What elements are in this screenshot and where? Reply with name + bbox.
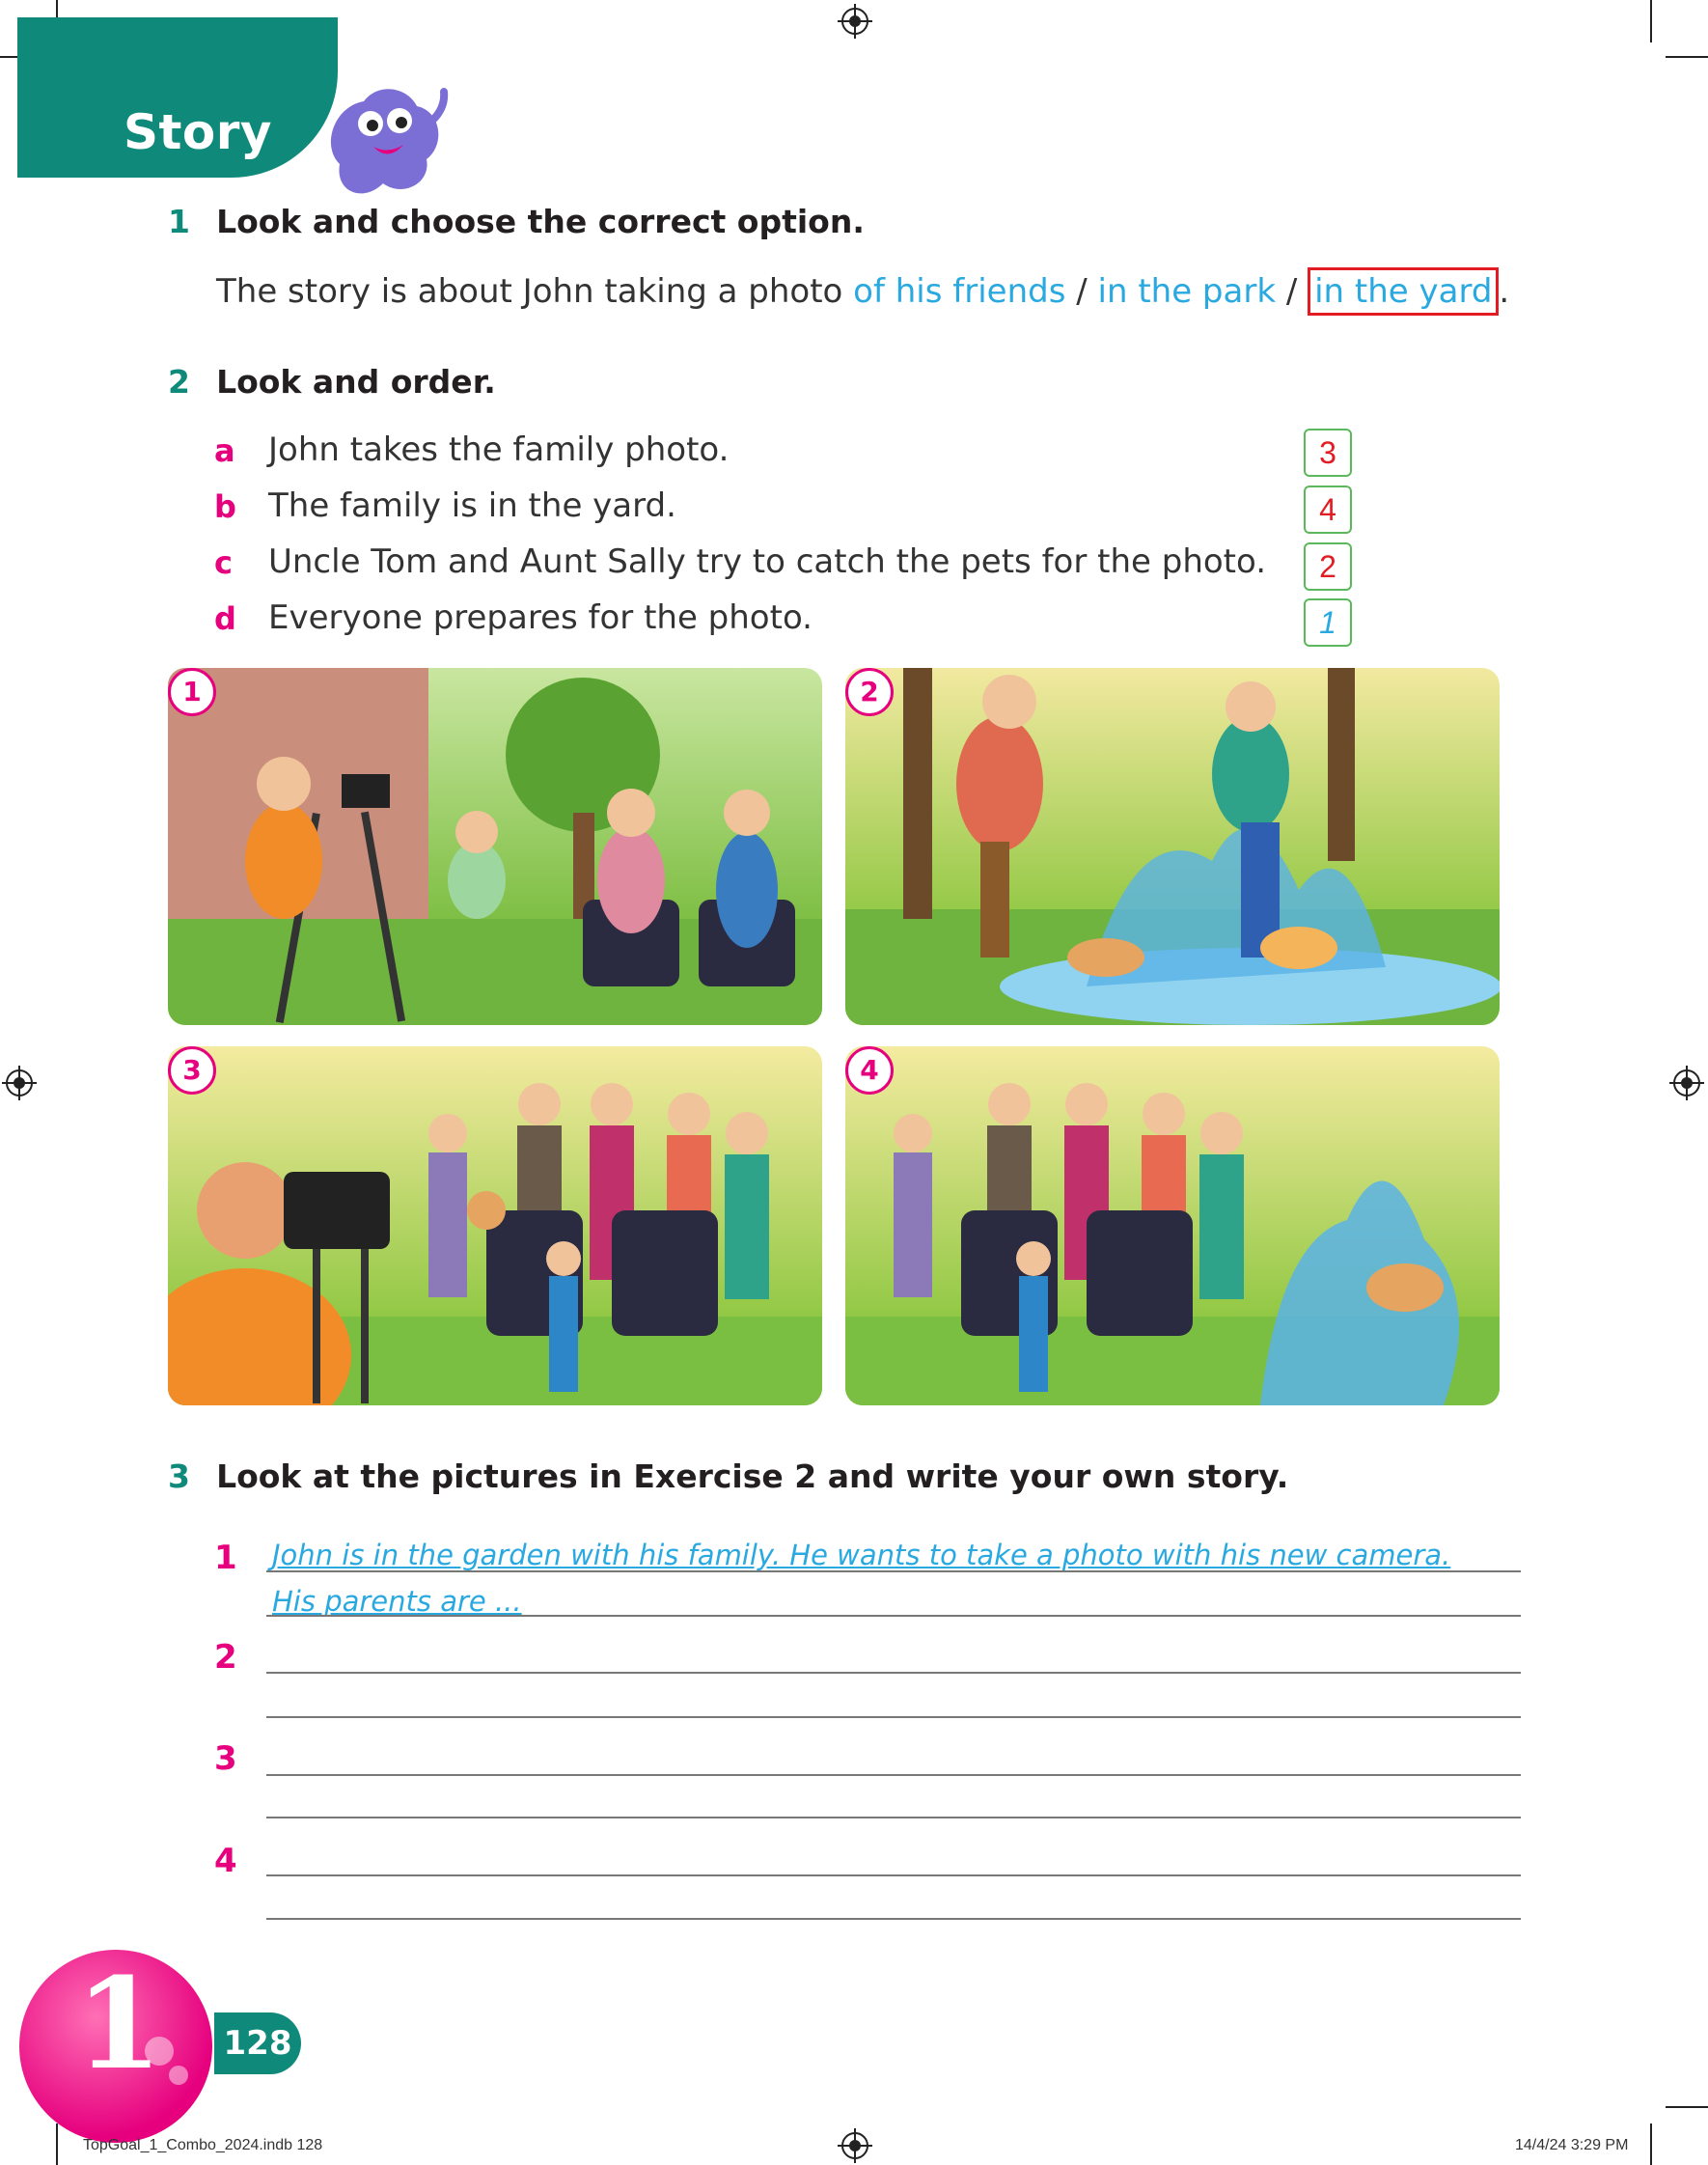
crop-mark	[1666, 56, 1708, 58]
answer-box[interactable]: 3	[1304, 429, 1352, 477]
writing-line[interactable]	[266, 1672, 1521, 1674]
registration-mark-icon	[838, 2128, 872, 2163]
pets-splash-illustration-icon	[845, 668, 1500, 1025]
crop-mark	[56, 2123, 58, 2165]
story-picture-1	[168, 668, 822, 1025]
story-line-number: 3	[214, 1739, 237, 1778]
writing-line[interactable]	[266, 1774, 1521, 1776]
story-line-number: 2	[214, 1638, 237, 1677]
option-of-his-friends[interactable]: of his friends	[853, 272, 1066, 311]
exercise-2-heading	[168, 363, 496, 401]
section-title: Story	[124, 104, 273, 160]
story-picture-2	[845, 668, 1500, 1025]
page-number: 128	[214, 2012, 301, 2074]
separator: /	[1065, 272, 1098, 311]
order-item	[214, 486, 676, 525]
item-text: The family is in the yard.	[268, 486, 676, 525]
writing-line[interactable]	[266, 1874, 1521, 1876]
answer-box[interactable]: 1	[1304, 598, 1352, 647]
print-date: 14/4/24 3:29 PM	[1515, 2137, 1629, 2153]
picture-number-badge: 2	[845, 668, 894, 716]
item-letter: b	[214, 488, 236, 525]
exercise-number: 2	[168, 363, 190, 401]
item-text: John takes the family photo.	[268, 430, 730, 469]
story-picture-3	[168, 1046, 822, 1405]
exercise-1-heading	[168, 203, 865, 240]
unit-number: 1	[75, 1950, 163, 2097]
story-picture-4	[845, 1046, 1500, 1405]
exercise-3-heading	[168, 1457, 1288, 1495]
exercise-number: 3	[168, 1457, 190, 1495]
order-item	[214, 542, 1267, 581]
sentence-text: The story is about John taking a photo	[216, 272, 854, 311]
picture-number-badge: 4	[845, 1046, 894, 1095]
crop-mark	[1650, 0, 1652, 42]
mascot-blob-icon	[311, 68, 455, 212]
picture-number-badge: 3	[168, 1046, 216, 1095]
item-letter: a	[214, 432, 235, 469]
answer-box[interactable]: 4	[1304, 486, 1352, 534]
bubble-decoration	[169, 2066, 188, 2085]
option-in-the-park[interactable]: in the park	[1097, 272, 1277, 311]
registration-mark-icon	[838, 4, 872, 39]
picture-number-badge: 1	[168, 668, 216, 716]
family-photo-illustration-icon	[168, 1046, 822, 1405]
story-line-number: 4	[214, 1842, 237, 1880]
story-line-number: 1	[214, 1539, 237, 1577]
item-text: Uncle Tom and Aunt Sally try to catch the pets for the photo.	[268, 542, 1267, 581]
registration-mark-icon	[1669, 1066, 1704, 1100]
family-splashed-illustration-icon	[845, 1046, 1500, 1405]
sentence-end: .	[1499, 272, 1510, 311]
option-in-the-yard-selected[interactable]: in the yard	[1308, 267, 1499, 316]
writing-line[interactable]	[266, 1615, 1521, 1617]
item-text: Everyone prepares for the photo.	[268, 598, 813, 637]
writing-line[interactable]	[266, 1570, 1521, 1572]
story-answer-text[interactable]: His parents are ...	[272, 1585, 522, 1618]
crop-mark	[1666, 2106, 1708, 2108]
order-item	[214, 598, 813, 637]
item-letter: d	[214, 600, 236, 637]
exercise-1-sentence	[216, 272, 1509, 311]
separator: /	[1276, 272, 1309, 311]
item-letter: c	[214, 544, 233, 581]
writing-line[interactable]	[266, 1817, 1521, 1818]
family-in-yard-illustration-icon	[168, 668, 822, 1025]
registration-mark-icon	[2, 1066, 37, 1100]
exercise-number: 1	[168, 203, 190, 240]
exercise-instruction: Look at the pictures in Exercise 2 and write your own story.	[216, 1457, 1289, 1495]
file-name: TopGoal_1_Combo_2024.indb 128	[83, 2137, 323, 2153]
writing-line[interactable]	[266, 1918, 1521, 1920]
answer-box[interactable]: 2	[1304, 542, 1352, 591]
crop-mark	[1650, 2123, 1652, 2165]
exercise-instruction: Look and choose the correct option.	[216, 203, 865, 240]
story-answer-text[interactable]: John is in the garden with his family. He wants to take a photo with his new camera.	[272, 1539, 1451, 1571]
order-item	[214, 430, 730, 469]
writing-line[interactable]	[266, 1716, 1521, 1718]
exercise-instruction: Look and order.	[216, 363, 496, 401]
